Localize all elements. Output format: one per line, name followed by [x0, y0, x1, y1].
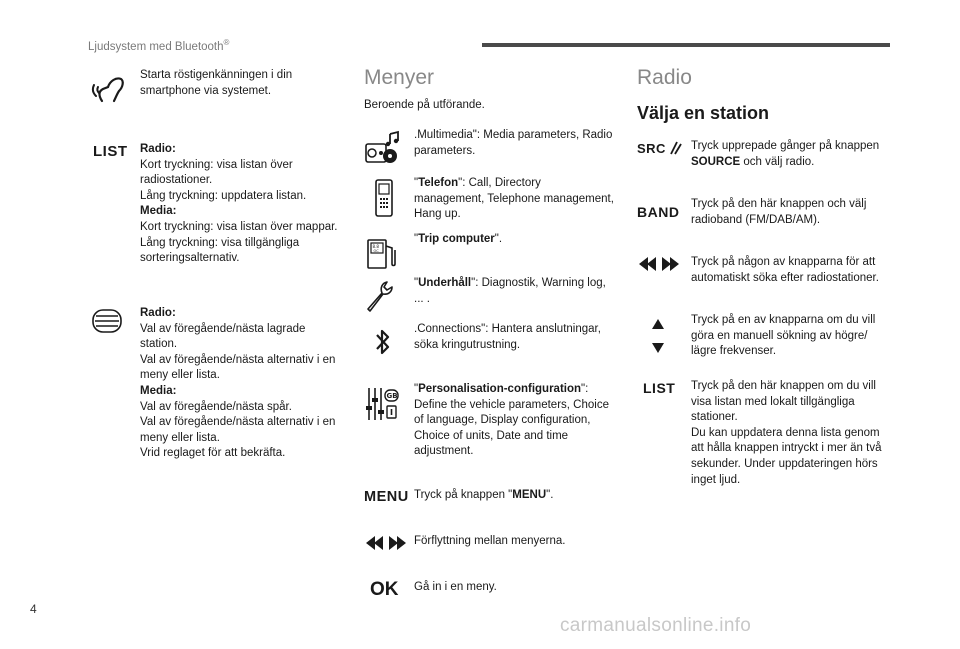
- telephone-icon: [364, 176, 414, 220]
- manual-search-text: Tryck på en av knapparna om du vill göra en manuell sökning av högre/ lägre frekvenser.: [691, 314, 876, 358]
- source-button-icon: SRC: [637, 139, 691, 157]
- left-right-arrows-icon: [364, 534, 414, 552]
- menu-navigate-entry: [364, 534, 624, 552]
- menyer-intro: Beroende på utförande.: [364, 99, 485, 111]
- menu-button-entry: [364, 488, 624, 506]
- ok-button-icon: OK: [370, 579, 399, 600]
- wrench-icon: [364, 276, 414, 316]
- list-entry: [93, 142, 343, 267]
- voice-text: Starta röstigenkänningen i din smartphone via systemet.: [140, 69, 293, 97]
- bluetooth-icon: [364, 322, 414, 362]
- scroll-wheel-icon: [90, 306, 140, 336]
- list-text: Radio: Kort tryckning: visa listan över radiostationer. Lång tryckning: uppdatera listan. Media: Kort tryckning: visa listan över mappar. Lång tryckning: visa tillgängliga sorteringsalternativ.: [140, 143, 338, 265]
- header-title: Ljudsystem med Bluetooth®: [88, 38, 230, 53]
- band-text: Tryck på den här knappen och välj radioband (FM/DAB/AM).: [691, 198, 867, 226]
- menu-item-underhall: [364, 276, 624, 316]
- telefon-text: "Telefon": Call, Directory management, Telephone management, Hang up.: [414, 177, 614, 221]
- list-station-button-icon: LIST: [643, 380, 676, 396]
- ok-button-entry: [364, 580, 624, 600]
- svg-text:8.8: 8.8: [372, 244, 379, 249]
- header-bar: [482, 43, 890, 47]
- trip-computer-text: "Trip computer".: [414, 233, 503, 245]
- settings-sliders-icon: [364, 382, 414, 426]
- menu-button-text: Tryck på knappen "MENU".: [414, 489, 554, 501]
- seek-text: Tryck på någon av knapparna för att automatiskt söka efter radiostationer.: [691, 256, 879, 284]
- watermark: carmanualsonline.info: [560, 615, 752, 636]
- ok-button-text: Gå in i en meny.: [414, 581, 497, 593]
- menu-item-telefon: [364, 176, 624, 223]
- wheel-entry: [90, 306, 340, 462]
- wheel-text: Radio: Val av föregående/nästa lagrade station. Val av föregående/nästa alternativ i en meny eller lista. Media: Val av föregående/nästa spår. Val av föregående/nästa alternativ i en meny eller lista. Vrid reglaget för att bekräfta.: [140, 307, 336, 460]
- seek-entry: [637, 255, 897, 286]
- menu-navigate-text: Förflyttning mellan menyerna.: [414, 535, 566, 547]
- up-down-arrows-icon: [637, 313, 691, 357]
- personalisation-text: "Personalisation-configuration": Define the vehicle parameters, Choice of language, Display configuration, Choice of units, Date and time adjustment.: [414, 383, 609, 458]
- station-list-text: Tryck på den här knappen om du vill visa listan med lokalt tillgängliga stationer. Du kan uppdatera denna lista genom att hålla knappen intryckt i mer än två sekunder. Under uppdateringen hörs inget ljud.: [691, 380, 882, 486]
- station-list-entry: [637, 379, 897, 488]
- menu-item-connections: [364, 322, 624, 362]
- band-entry: [637, 197, 897, 228]
- menu-item-multimedia: [364, 128, 624, 168]
- menu-item-trip-computer: [364, 232, 624, 274]
- source-text: Tryck upprepade gånger på knappen SOURCE och välj radio.: [691, 140, 880, 168]
- voice-entry: [90, 68, 340, 108]
- menyer-title: Menyer: [364, 66, 435, 89]
- seek-arrows-icon: [637, 255, 691, 273]
- svg-text:GB: GB: [386, 392, 398, 400]
- underhall-text: "Underhåll": Diagnostik, Warning log, ... .: [414, 277, 606, 305]
- voice-recognition-icon: [90, 68, 140, 108]
- svg-text:OC: OC: [373, 249, 379, 253]
- radio-title: Radio: [637, 66, 692, 89]
- manual-search-entry: [637, 313, 897, 360]
- select-station-title: Välja en station: [637, 103, 770, 123]
- menu-button-icon: MENU: [364, 489, 409, 505]
- band-button-icon: BAND: [637, 204, 680, 220]
- source-entry: [637, 139, 897, 170]
- list-button-icon: LIST: [93, 142, 128, 160]
- menu-item-personalisation: [364, 382, 624, 460]
- connections-text: .Connections": Hantera anslutningar, söka kringutrustning.: [414, 323, 601, 351]
- multimedia-icon: [364, 128, 414, 168]
- multimedia-text: .Multimedia": Media parameters, Radio parameters.: [414, 129, 613, 157]
- page-number: 4: [30, 602, 37, 616]
- fuel-pump-icon: [364, 232, 414, 274]
